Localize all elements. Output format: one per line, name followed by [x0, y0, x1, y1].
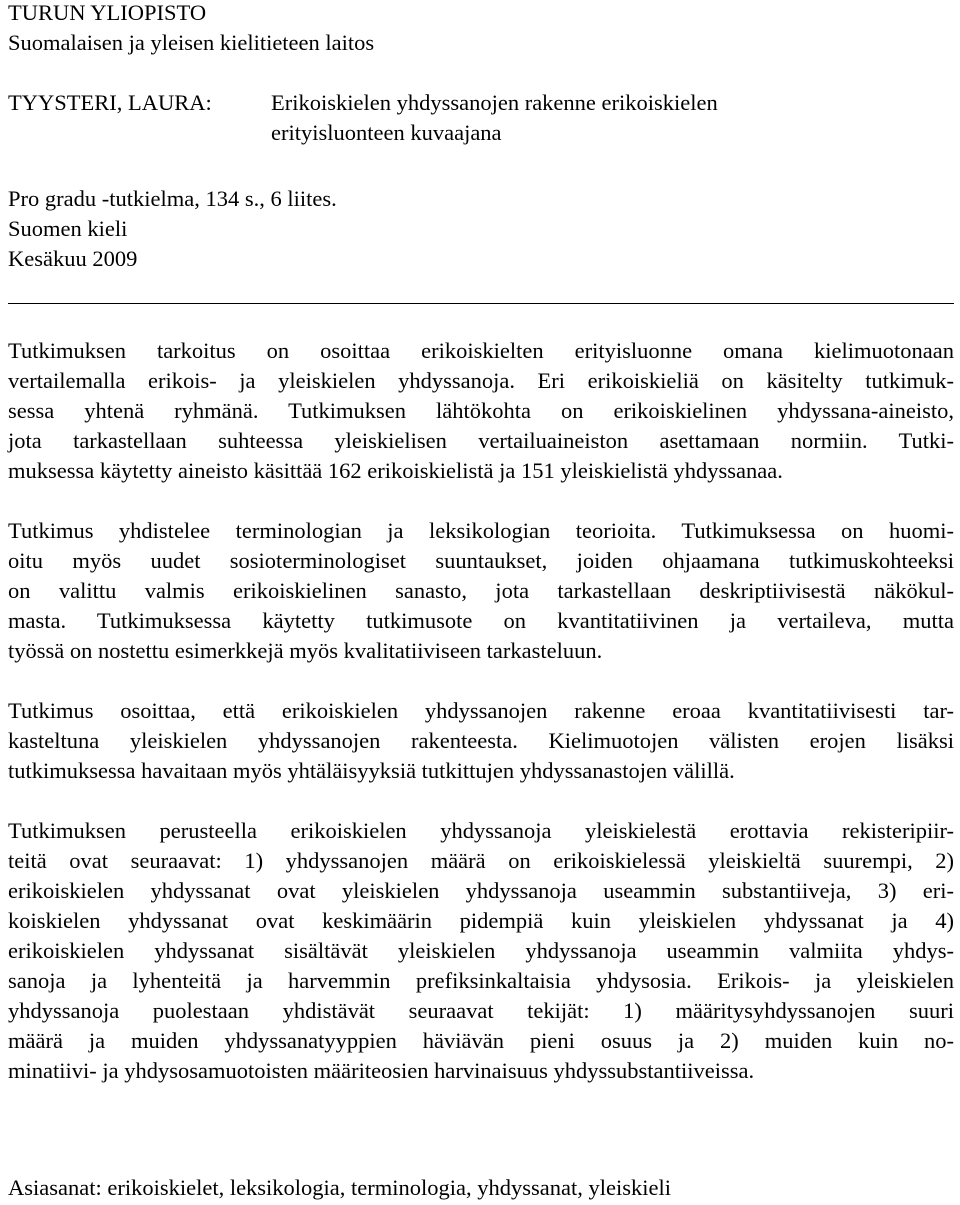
thesis-meta	[8, 184, 337, 274]
text-line: minatiivi- ja yhdysosamuotoisten määriteosien harvinaisuus yhdyssubstantiiveissa.	[8, 1058, 755, 1083]
university-name: TURUN YLIOPISTO	[8, 0, 207, 25]
abstract-paragraph	[8, 516, 954, 666]
author-name: TYYSTERI, LAURA:	[8, 90, 212, 115]
thesis-date: Kesäkuu 2009	[8, 246, 138, 271]
keywords: Asiasanat: erikoiskielet, leksikologia, terminologia, yhdyssanat, yleiskieli	[8, 1175, 671, 1200]
text-line: sessa yhtenä ryhmänä. Tutkimuksen lähtökohta on erikoiskielinen yhdyssana-aineisto,	[8, 398, 954, 423]
header-divider	[8, 303, 954, 304]
thesis-subject: Suomen kieli	[8, 216, 128, 241]
abstract-body	[8, 336, 954, 1086]
text-line: sanoja ja lyhenteitä ja harvemmin prefiksinkaltaisia yhdysosia. Erikois- ja yleiskielen	[8, 968, 954, 993]
text-line: Tutkimuksen perusteella erikoiskielen yhdyssanoja yleiskielestä erottavia rekisteripiir-	[8, 818, 954, 843]
text-line: oitu myös uudet sosioterminologiset suuntaukset, joiden ohjaamana tutkimuskohteeksi	[8, 548, 954, 573]
text-line: jota tarkastellaan suhteessa yleiskielisen vertailuaineiston asettamaan normiin. Tutki-	[8, 428, 954, 453]
text-line: kasteltuna yleiskielen yhdyssanojen rakenteesta. Kielimuotojen välisten erojen lisäksi	[8, 728, 954, 753]
text-line: yhdyssanoja puolestaan yhdistävät seuraavat tekijät: 1) määritysyhdyssanojen suuri	[8, 998, 954, 1023]
text-line: vertailemalla erikois- ja yleiskielen yhdyssanoja. Eri erikoiskieliä on käsitelty tutkimuk-	[8, 368, 954, 393]
text-line: määrä ja muiden yhdyssanatyyppien häviävän pieni osuus ja 2) muiden kuin no-	[8, 1028, 954, 1053]
document-header	[8, 0, 374, 58]
thesis-type-pages: Pro gradu -tutkielma, 134 s., 6 liites.	[8, 186, 337, 211]
text-line: tutkimuksessa havaitaan myös yhtäläisyyksiä tutkittujen yhdyssanastojen välillä.	[8, 758, 735, 783]
text-line: erikoiskielen yhdyssanat ovat yleiskielen yhdyssanoja useammin substantiiveja, 3) eri-	[8, 878, 954, 903]
abstract-paragraph	[8, 816, 954, 1086]
text-line: Tutkimuksen tarkoitus on osoittaa erikoiskielten erityisluonne omana kielimuotonaan	[8, 338, 954, 363]
text-line: koiskielen yhdyssanat ovat keskimäärin pidempiä kuin yleiskielen yhdyssanat ja 4)	[8, 908, 954, 933]
text-line: Tutkimus yhdistelee terminologian ja leksikologian teorioita. Tutkimuksessa on huomi-	[8, 518, 954, 543]
text-line: teitä ovat seuraavat: 1) yhdyssanojen määrä on erikoiskielessä yleiskieltä suurempi, 2)	[8, 848, 954, 873]
abstract-paragraph	[8, 696, 954, 786]
text-line: Tutkimus osoittaa, että erikoiskielen yhdyssanojen rakenne eroaa kvantitatiivisesti tar-	[8, 698, 954, 723]
text-line: masta. Tutkimuksessa käytetty tutkimusote on kvantitatiivinen ja vertaileva, mutta	[8, 608, 954, 633]
text-line: muksessa käytetty aineisto käsittää 162 erikoiskielistä ja 151 yleiskielistä yhdyssanaa.	[8, 458, 783, 483]
text-line: on valittu valmis erikoiskielinen sanasto, jota tarkastellaan deskriptiivisestä näkökul-	[8, 578, 954, 603]
thesis-title-line: Erikoiskielen yhdyssanojen rakenne erikoiskielen	[271, 90, 718, 115]
department-name: Suomalaisen ja yleisen kielitieteen laitos	[8, 30, 375, 55]
abstract-paragraph	[8, 336, 954, 486]
text-line: työssä on nostettu esimerkkejä myös kvalitatiiviseen tarkasteluun.	[8, 638, 603, 663]
thesis-title	[271, 88, 718, 148]
text-line: erikoiskielen yhdyssanat sisältävät yleiskielen yhdyssanoja useammin valmiita yhdys-	[8, 938, 954, 963]
thesis-title-line: erityisluonteen kuvaajana	[271, 120, 502, 145]
